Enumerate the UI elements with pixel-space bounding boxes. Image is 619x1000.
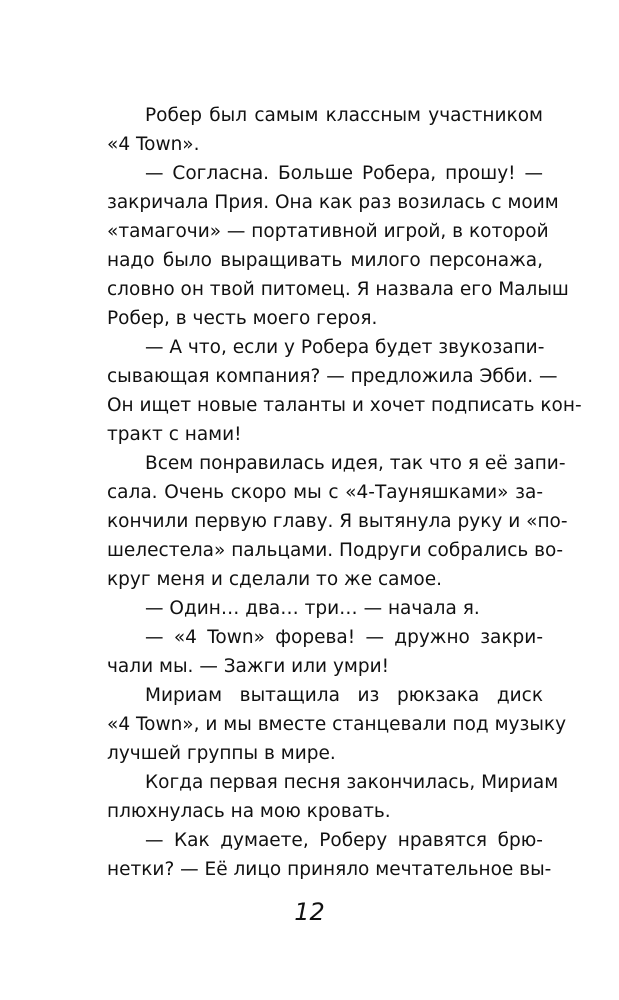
text-line: нетки? — Её лицо приняло мечтательное вы-	[107, 859, 552, 880]
text-line: Мириам вытащила из рюкзака диск	[145, 685, 543, 706]
text-line: словно он твой питомец. Я назвала его Малыш	[107, 279, 569, 300]
text-line: — «4 Town» форева! — дружно закри-	[145, 627, 543, 648]
text-line: Он ищет новые таланты и хочет подписать кон-	[107, 395, 582, 416]
text-line: — А что, если у Робера будет звукозапи-	[145, 337, 545, 358]
text-line: круг меня и сделали то же самое.	[107, 569, 442, 590]
text-line: «4 Town».	[107, 134, 200, 155]
text-line: чали мы. — Зажги или умри!	[107, 656, 390, 677]
page-number: 12	[294, 898, 325, 926]
text-line: — Один… два… три… — начала я.	[145, 598, 480, 619]
text-line: надо было выращивать милого персонажа,	[107, 250, 543, 271]
text-line: Когда первая песня закончилась, Мириам	[145, 772, 559, 793]
text-line: Робер, в честь моего героя.	[107, 308, 378, 329]
text-line: Робер был самым классным участником	[145, 105, 543, 126]
text-line: закричала Прия. Она как раз возилась с моим	[107, 192, 559, 213]
text-line: «4 Town», и мы вместе станцевали под музыку	[107, 714, 567, 735]
text-line: плюхнулась на мою кровать.	[107, 801, 391, 822]
text-line: сывающая компания? — предложила Эбби. —	[107, 366, 558, 387]
text-line: сала. Очень скоро мы с «4-Тауняшками» за-	[107, 482, 543, 503]
text-line: Всем понравилась идея, так что я её запи-	[145, 453, 566, 474]
text-line: кончили первую главу. Я вытянула руку и «по-	[107, 511, 568, 532]
text-line: лучшей группы в мире.	[107, 743, 336, 764]
text-line: шелестела» пальцами. Подруги собрались во-	[107, 540, 564, 561]
text-line: «тамагочи» — портативной игрой, в которой	[107, 221, 549, 242]
text-line: — Согласна. Больше Робера, прошу! —	[145, 163, 543, 184]
text-line: тракт с нами!	[107, 424, 242, 445]
text-line: — Как думаете, Роберу нравятся брю-	[145, 830, 543, 851]
